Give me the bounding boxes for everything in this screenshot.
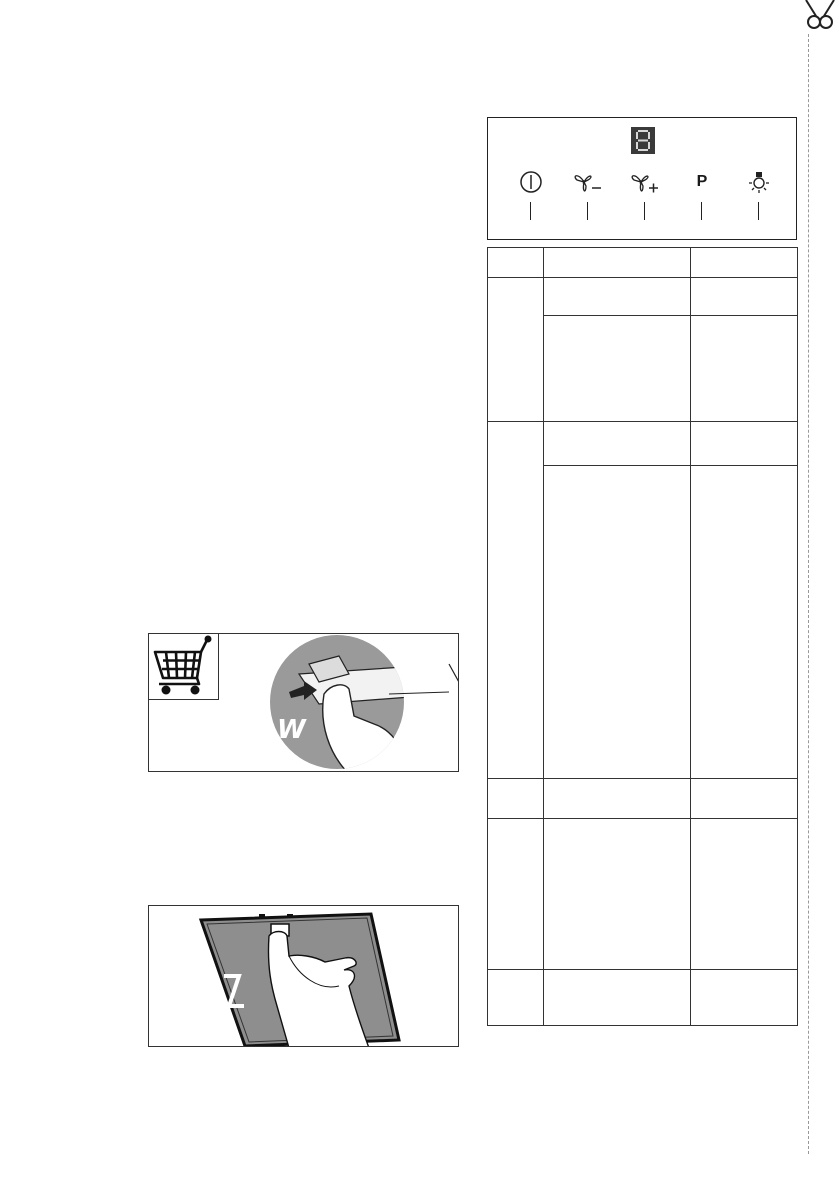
power-button[interactable] — [511, 168, 551, 218]
table-cell — [543, 422, 690, 466]
table-row — [488, 278, 798, 316]
hand-pressing-latch-drawing — [149, 634, 459, 772]
cut-line — [808, 34, 809, 1154]
table-cell — [690, 819, 797, 970]
table-cell — [543, 316, 690, 422]
table-cell — [488, 819, 544, 970]
function-table — [487, 247, 798, 1026]
table-cell — [488, 970, 544, 1026]
fan-plus-icon — [625, 168, 665, 196]
table-cell — [488, 422, 544, 779]
table-row — [488, 970, 798, 1026]
table-cell — [488, 278, 544, 422]
table-row — [488, 422, 798, 466]
table-cell — [543, 779, 690, 819]
table-cell — [488, 779, 544, 819]
fan-minus-button[interactable] — [568, 168, 608, 218]
table-row — [488, 779, 798, 819]
table-cell — [690, 970, 797, 1026]
power-icon — [511, 168, 551, 196]
table-cell — [690, 422, 797, 466]
table-cell — [543, 466, 690, 779]
digit-display — [631, 127, 655, 154]
p-icon: P — [696, 173, 708, 190]
table-cell — [543, 819, 690, 970]
light-icon — [739, 168, 779, 196]
table-header-cell — [488, 248, 544, 278]
scissors-icon — [792, 0, 836, 34]
grease-filter-release-figure — [148, 633, 459, 772]
table-cell — [690, 779, 797, 819]
program-button[interactable] — [682, 168, 722, 218]
table-header-cell — [690, 248, 797, 278]
table-header-row — [488, 248, 798, 278]
table-row — [488, 819, 798, 970]
grease-filter-panel-figure — [148, 905, 459, 1047]
table-cell — [543, 278, 690, 316]
fan-plus-button[interactable] — [625, 168, 665, 218]
table-cell — [690, 466, 797, 779]
hand-holding-filter-drawing — [149, 906, 459, 1047]
hood-control-panel — [487, 117, 797, 240]
fan-minus-icon — [568, 168, 608, 196]
light-button[interactable] — [739, 168, 779, 218]
table-cell — [690, 316, 797, 422]
table-cell — [690, 278, 797, 316]
table-cell — [543, 970, 690, 1026]
svg-text:W: W — [277, 715, 306, 745]
table-header-cell — [543, 248, 690, 278]
